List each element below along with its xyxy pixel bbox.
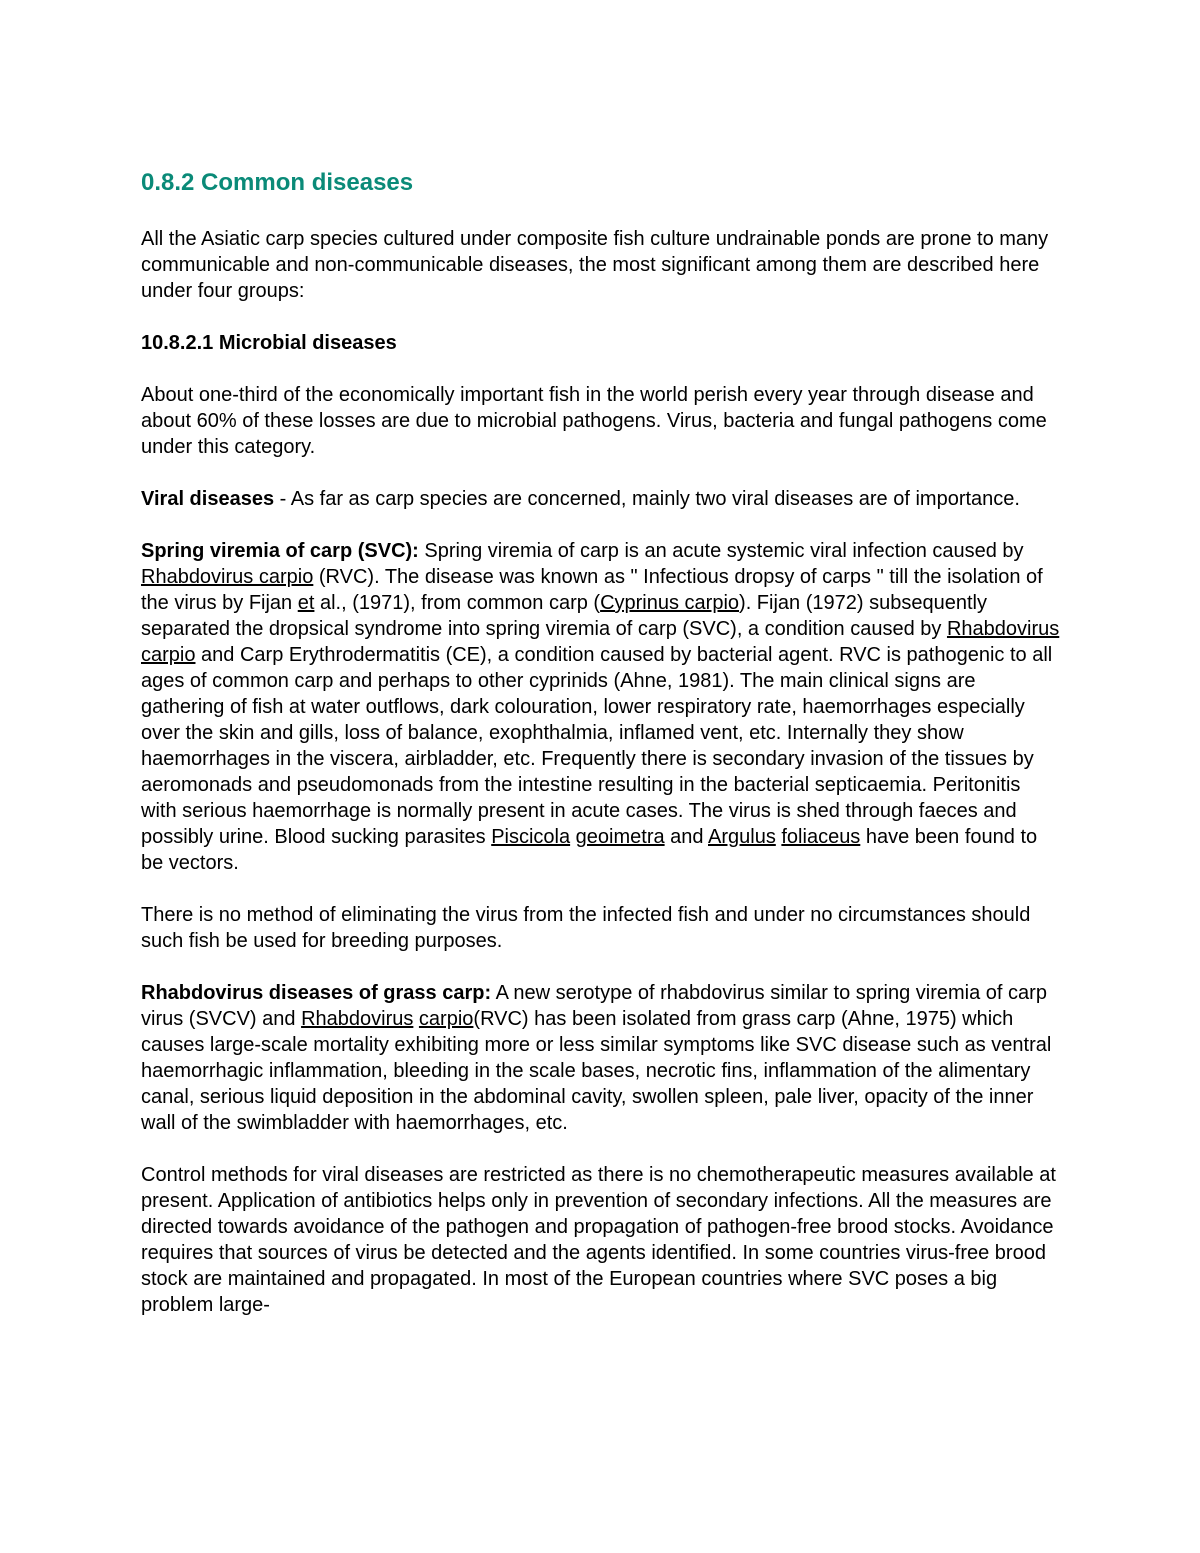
rhabdovirus-paragraph <box>141 980 1061 1136</box>
microbial-intro-paragraph: About one-third of the economically important fish in the world perish every year through disease and about 60% of these losses are due to microbial pathogens. Virus, bacteria and fungal pathogens come under this category. <box>141 384 1047 458</box>
svc-text: ). Fijan (1972) subsequently separated the dropsical syndrome into spring viremia of carp (SVC), a condition caused by <box>141 592 987 640</box>
species-link[interactable]: Argulus <box>708 826 776 848</box>
svc-text: al., (1971), from common carp ( <box>314 592 601 614</box>
species-link[interactable]: foliaceus <box>781 826 861 848</box>
species-link[interactable]: Cyprinus carpio <box>600 592 740 614</box>
species-link[interactable]: Rhabdovirus carpio <box>141 618 1060 666</box>
control-paragraph: Control methods for viral diseases are restricted as there is no chemotherapeutic measures available at present. Application of antibiotics helps only in prevention of secondary infections. All the measures are directed towards avoidance of the pathogen and propagation of pathogen-free brood stocks. Avoidance requires that sources of virus be detected and the agents identified. In some countries virus-free brood stock are maintained and propagated. In most of the European countries where SVC poses a big problem large- <box>141 1164 1056 1316</box>
svc-text: Spring viremia of carp is an acute systemic viral infection caused by <box>418 540 1024 562</box>
rhabdovirus-label: Rhabdovirus diseases of grass carp: <box>141 982 492 1004</box>
species-link[interactable]: Rhabdovirus carpio <box>141 566 314 588</box>
svc-text: and <box>664 826 708 848</box>
svc-text: (RVC). The disease was known as " Infectious dropsy of carps " till the isolation of the virus by Fijan <box>141 566 1043 614</box>
rhabdovirus-text: A new serotype of rhabdovirus similar to spring viremia of carp virus (SVCV) and <box>141 982 1047 1030</box>
species-link[interactable]: carpio <box>418 1008 474 1030</box>
svc-paragraph <box>141 538 1061 876</box>
document-page <box>141 168 1061 1344</box>
section-title: 0.8.2 Common diseases <box>141 169 414 196</box>
svc-text: have been found to be vectors. <box>141 826 1038 874</box>
svc-text: and Carp Erythrodermatitis (CE), a condition caused by bacterial agent. RVC is pathogenic to all ages of common carp and perhaps to other cyprinids (Ahne, 1981). The main clinical signs are gathering of fish at water outflows, dark colouration, lower respiratory rate, haemorrhages especially over the skin and gills, loss of balance, exophthalmia, inflamed vent, etc. Internally they show haemorrhages in the viscera, airbladder, etc. Frequently there is secondary invasion of the tissues by aeromonads and pseudomonads from the intestine resulting in the bacterial septicaemia. Peritonitis with serious haemorrhage is normally present in acute cases. The virus is shed through faeces and possibly urine. Blood sucking parasites <box>141 644 1053 848</box>
subsection-title: 10.8.2.1 Microbial diseases <box>141 332 397 354</box>
viral-diseases-text: - As far as carp species are concerned, mainly two viral diseases are of importance. <box>274 488 1020 510</box>
species-link[interactable]: geoimetra <box>575 826 665 848</box>
species-link[interactable]: et <box>297 592 315 614</box>
viral-diseases-paragraph <box>141 486 1061 512</box>
rhabdovirus-text: (RVC) has been isolated from grass carp (Ahne, 1975) which causes large-scale mortality exhibiting more or less similar symptoms like SVC disease such as ventral haemorrhagic inflammation, bleeding in the scale bases, necrotic fins, inflammation of the alimentary canal, serious liquid deposition in the abdominal cavity, swollen spleen, pale liver, opacity of the inner wall of the swimbladder with haemorrhages, etc. <box>141 1008 1052 1134</box>
no-method-paragraph: There is no method of eliminating the virus from the infected fish and under no circumstances should such fish be used for breeding purposes. <box>141 904 1031 952</box>
svc-label: Spring viremia of carp (SVC): <box>141 540 419 562</box>
viral-diseases-label: Viral diseases <box>141 488 275 510</box>
species-link[interactable]: Rhabdovirus <box>301 1008 414 1030</box>
species-link[interactable]: Piscicola <box>491 826 571 848</box>
intro-paragraph: All the Asiatic carp species cultured under composite fish culture undrainable ponds are prone to many communicable and non-communicable diseases, the most significant among them are described here under four groups: <box>141 228 1049 302</box>
